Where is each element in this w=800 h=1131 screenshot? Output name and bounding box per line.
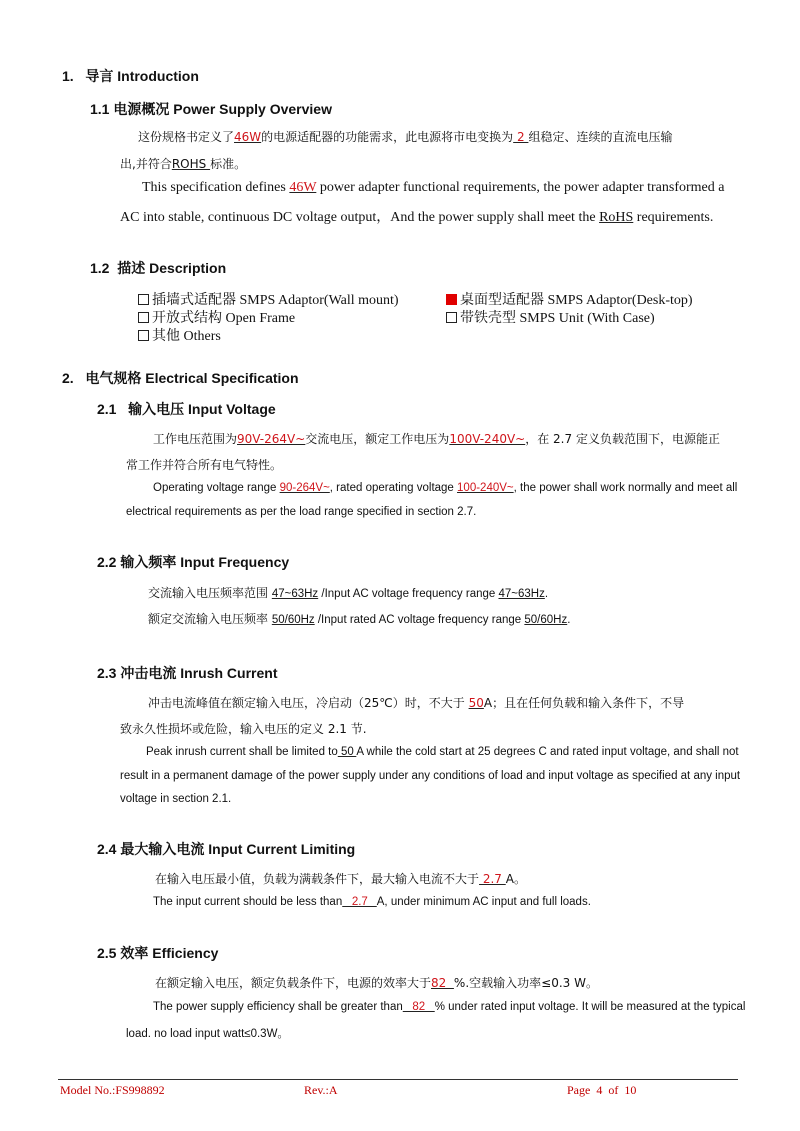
- s25-en-line2: load. no load input watt≤0.3W。: [126, 1028, 289, 1040]
- section-1-1-heading: 1.1 电源概况 Power Supply Overview: [90, 101, 332, 117]
- checkbox-empty-icon: [138, 312, 149, 323]
- footer-divider: [58, 1079, 738, 1080]
- checkbox-empty-icon: [138, 330, 149, 341]
- checkbox-filled-icon: [446, 294, 457, 305]
- s23-zh-line1: 冲击电流峰值在额定输入电压，冷启动（25℃）时，不大于 50A；且在任何负载和输入条件下，不导: [148, 696, 685, 710]
- option-open-frame: 开放式结构 Open Frame: [138, 307, 295, 327]
- section-2-3-heading: 2.3 冲击电流 Inrush Current: [97, 665, 278, 681]
- s24-en-line1: The input current should be less than 2.7 A, under minimum AC input and full loads.: [153, 896, 591, 908]
- s23-zh-line2: 致永久性损坏或危险，输入电压的定义 2.1 节.: [120, 722, 367, 736]
- s23-en-line3: voltage in section 2.1.: [120, 793, 232, 805]
- s21-en-line2: electrical requirements as per the load range specified in section 2.7.: [126, 506, 477, 518]
- s11-en-line2: AC into stable, continuous DC voltage output，And the power supply shall meet the RoHS requirements.: [120, 210, 714, 225]
- footer-model: Model No.:FS998892: [60, 1083, 165, 1097]
- s23-en-line1: Peak inrush current shall be limited to 50 A while the cold start at 25 degrees C and rated input voltage, and shall not: [146, 746, 739, 758]
- s23-en-line2: result in a permanent damage of the power supply under any conditions of load and input voltage as specified at any input: [120, 770, 741, 782]
- section-1-heading: 1. 导言 Introduction: [62, 68, 199, 84]
- section-2-1-heading: 2.1 输入电压 Input Voltage: [97, 401, 276, 417]
- s11-zh-line2: 出,并符合ROHS 标准。: [120, 157, 247, 171]
- section-2-heading: 2. 电气规格 Electrical Specification: [62, 370, 299, 386]
- footer-revision: Rev.:A: [304, 1083, 338, 1097]
- s11-zh-line1: 这份规格书定义了46W的电源适配器的功能需求，此电源将市电变换为 2 组稳定、连续的直流电压输: [138, 130, 673, 144]
- section-2-2-heading: 2.2 输入频率 Input Frequency: [97, 554, 290, 570]
- section-2-4-heading: 2.4 最大输入电流 Input Current Limiting: [97, 841, 356, 857]
- section-2-5-heading: 2.5 效率 Efficiency: [97, 945, 219, 961]
- option-wall-mount: 插墙式适配器 SMPS Adaptor(Wall mount): [138, 289, 399, 309]
- option-others: 其他 Others: [138, 325, 221, 345]
- section-1-2-heading: 1.2 描述 Description: [90, 260, 227, 276]
- s25-en-line1: The power supply efficiency shall be greater than 82 % under rated input voltage. It will be measured at the typical: [153, 1001, 746, 1013]
- s22-line1: 交流输入电压频率范围 47~63Hz /Input AC voltage frequency range 47~63Hz.: [148, 586, 549, 600]
- checkbox-empty-icon: [446, 312, 457, 323]
- s21-en-line1: Operating voltage range 90-264V~, rated operating voltage 100-240V~, the power shall work normally and meet all: [153, 482, 738, 494]
- checkbox-empty-icon: [138, 294, 149, 305]
- s24-zh-line1: 在输入电压最小值，负载为满载条件下，最大输入电流不大于 2.7 A。: [155, 872, 526, 886]
- s11-en-line1: This specification defines 46W power adapter functional requirements, the power adapter transformed a: [142, 180, 725, 195]
- s25-zh-line1: 在额定输入电压，额定负载条件下，电源的效率大于82 %.空载输入功率≤0.3 W。: [155, 976, 598, 990]
- s21-zh-line2: 常工作并符合所有电气特性。: [126, 458, 283, 472]
- s21-zh-line1: 工作电压范围为90V-264V~交流电压，额定工作电压为100V-240V~，在 2.7 定义负载范围下，电源能正: [153, 432, 720, 446]
- option-desk-top: 桌面型适配器 SMPS Adaptor(Desk-top): [446, 289, 693, 309]
- s22-line2: 额定交流输入电压频率 50/60Hz /Input rated AC voltage frequency range 50/60Hz.: [148, 612, 571, 626]
- option-with-case: 带铁壳型 SMPS Unit (With Case): [446, 307, 655, 327]
- footer-page-number: Page 4 of 10: [567, 1083, 637, 1097]
